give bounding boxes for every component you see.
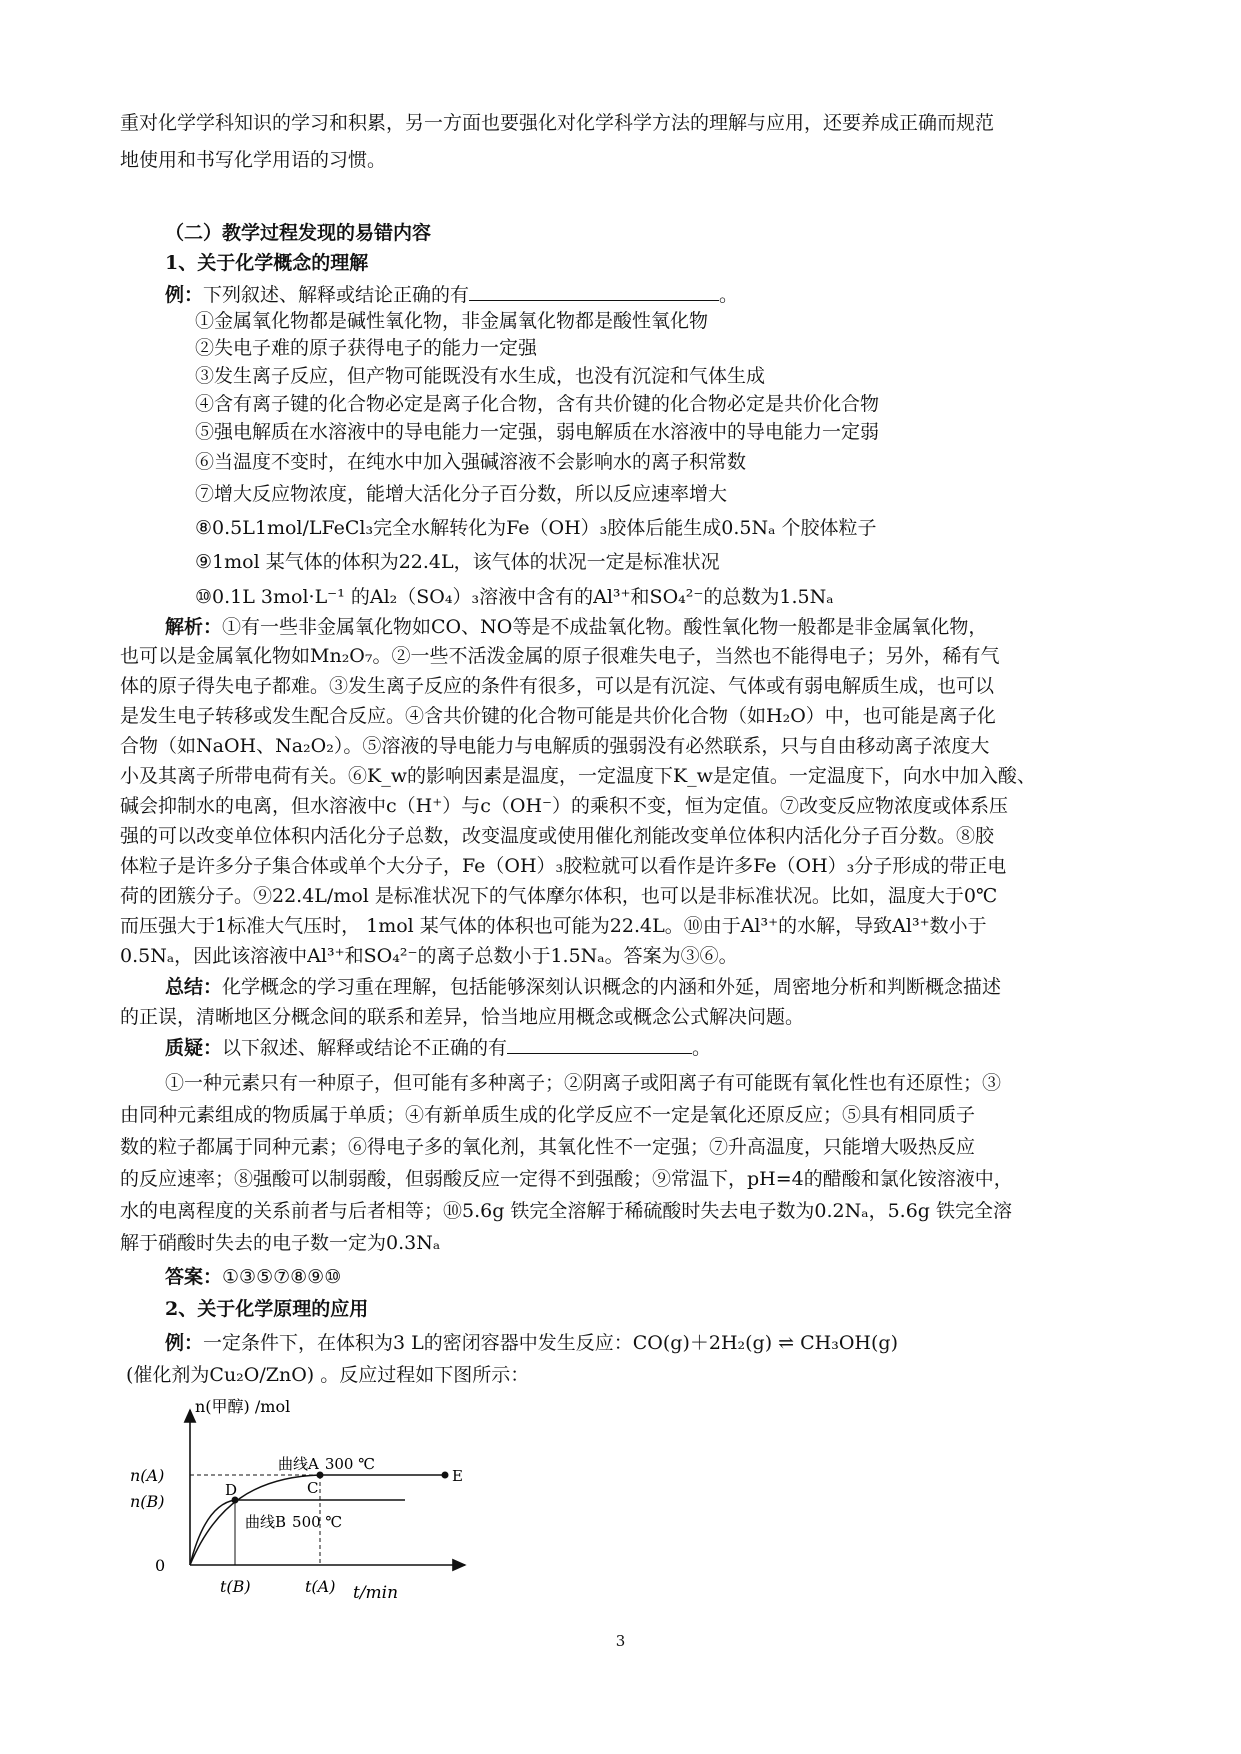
analysis-label: 解析：: [165, 616, 223, 638]
example1-text: 下列叙述、解释或结论正确的有: [203, 284, 470, 306]
question-line: 的反应速率；⑧强酸可以制弱酸，但弱酸反应一定得不到强酸；⑨常温下，pH=4的醋酸和氯化铵溶液中，: [120, 1168, 1013, 1190]
answer-line: [165, 1262, 341, 1292]
option-item: ④含有离子键的化合物必定是离子化合物，含有共价键的化合物必定是共价化合物: [195, 393, 880, 415]
page-number: 3: [615, 1632, 626, 1650]
analysis-line: 解析：①有一些非金属氧化物如CO、NO等是不成盐氧化物。酸性氧化物一般都是非金属氧化物，: [165, 616, 988, 638]
example-label: 例：: [165, 284, 204, 306]
x-tick-label: t(B): [220, 1577, 251, 1596]
question-line: ①一种元素只有一种原子，但可能有多种离子；②阴离子或阳离子有可能既有氧化性也有还原性；③: [165, 1072, 1002, 1094]
analysis-line: 碱会抑制水的电离，但水溶液中c（H⁺）与c（OH⁻）的乘积不变，恒为定值。⑦改变反应物浓度或体系压: [120, 795, 1009, 817]
point-label-c: C: [307, 1479, 319, 1497]
y-tick-label: n(A): [130, 1466, 165, 1485]
part2-title: 2、关于化学原理的应用: [165, 1298, 369, 1320]
section-title: （二）教学过程发现的易错内容: [165, 222, 432, 244]
answer-blank: [507, 1033, 692, 1054]
question-line: 解于硝酸时失去的电子数一定为0.3Nₐ: [120, 1232, 441, 1254]
origin-label: 0: [155, 1556, 166, 1575]
x-tick-label: t(A): [305, 1577, 336, 1596]
analysis-line: 体粒子是许多分子集合体或单个大分子，Fe（OH）₃胶粒就可以看作是许多Fe（OH）₃分子形成的带正电: [120, 855, 1007, 877]
summary-line: 的正误，清晰地区分概念间的联系和差异，恰当地应用概念或概念公式解决问题。: [120, 1006, 805, 1028]
y-axis-label: n(甲醇) /mol: [195, 1397, 291, 1416]
analysis-line: 荷的团簇分子。⑨22.4L/mol 是标准状况下的气体摩尔体积，也可以是非标准状况。比如，温度大于0℃: [120, 885, 998, 907]
answer-blank: [469, 280, 719, 301]
option-item: ①金属氧化物都是碱性氧化物，非金属氧化物都是酸性氧化物: [195, 310, 709, 332]
question-line: 水的电离程度的关系前者与后者相等；⑩5.6g 铁完全溶解于稀硫酸时失去电子数为0.2Nₐ，5.6g 铁完全溶: [120, 1200, 1013, 1222]
option-item: ⑦增大反应物浓度，能增大活化分子百分数，所以反应速率增大: [195, 483, 728, 505]
point-label-d: D: [225, 1481, 238, 1499]
question-line: 由同种元素组成的物质属于单质；④有新单质生成的化学反应不一定是氧化还原反应；⑤具有相同质子: [120, 1104, 976, 1126]
question-label: 质疑：: [165, 1037, 223, 1059]
intro-line: 地使用和书写化学用语的习惯。: [120, 149, 387, 171]
curve-b: [190, 1500, 405, 1565]
answer-value: ①③⑤⑦⑧⑨⑩: [222, 1266, 342, 1288]
example-label: 例：: [165, 1332, 204, 1354]
x-axis-label: t/min: [353, 1583, 399, 1600]
summary-label: 总结：: [165, 976, 223, 998]
point-label-e: E: [452, 1467, 463, 1485]
question-line: 数的粒子都属于同种元素；⑥得电子多的氧化剂，其氧化性不一定强；⑦升高温度，只能增大吸热反应: [120, 1136, 976, 1158]
option-item: ⑥当温度不变时，在纯水中加入强碱溶液不会影响水的离子积常数: [195, 451, 747, 473]
option-item: ⑨1mol 某气体的体积为22.4L，该气体的状况一定是标准状况: [195, 551, 720, 573]
summary-line: 总结：化学概念的学习重在理解，包括能够深刻认识概念的内涵和外延，周密地分析和判断概念描述: [165, 976, 1002, 998]
option-item: ③发生离子反应，但产物可能既没有水生成，也没有沉淀和气体生成: [195, 365, 766, 387]
example2-line: 例：一定条件下，在体积为3 L的密闭容器中发生反应：CO(g)＋2H₂(g) ⇌ CH₃OH(g): [165, 1332, 898, 1354]
series-label-curve-b: 曲线B 500 ℃: [245, 1513, 343, 1531]
option-item: ②失电子难的原子获得电子的能力一定强: [195, 337, 538, 359]
option-item: ⑩0.1L 3mol·L⁻¹ 的Al₂（SO₄）₃溶液中含有的Al³⁺和SO₄²⁻的总数为1.5Nₐ: [195, 586, 834, 608]
option-item: ⑧0.5L1mol/LFeCl₃完全水解转化为Fe（OH）₃胶体后能生成0.5Nₐ 个胶体粒子: [195, 517, 877, 539]
analysis-line: 小及其离子所带电荷有关。⑥K_w的影响因素是温度，一定温度下K_w是定值。一定温度下，向水中加入酸、: [120, 765, 1036, 787]
reaction-chart: [125, 1395, 485, 1600]
analysis-line: 而压强大于1标准大气压时， 1mol 某气体的体积也可能为22.4L。⑩由于Al³⁺的水解，导致Al³⁺数小于: [120, 915, 987, 937]
example1-question: 例：下列叙述、解释或结论正确的有 。: [165, 280, 738, 310]
series-label-curve-a: 曲线A 300 ℃: [278, 1455, 376, 1473]
intro-line: 重对化学学科知识的学习和积累，另一方面也要强化对化学科学方法的理解与应用，还要养成正确而规范: [120, 112, 995, 134]
part1-title: 1、关于化学概念的理解: [165, 252, 369, 274]
analysis-line: 强的可以改变单位体积内活化分子总数，改变温度或使用催化剂能改变单位体积内活化分子百分数。⑧胶: [120, 825, 995, 847]
example2-line: (催化剂为Cu₂O/ZnO) 。反应过程如下图所示：: [126, 1364, 530, 1386]
point-e: [442, 1472, 449, 1479]
analysis-line: 合物（如NaOH、Na₂O₂）。⑤溶液的导电能力与电解质的强弱没有必然联系，只与自由移动离子浓度大: [120, 735, 990, 757]
question-prompt: 质疑：以下叙述、解释或结论不正确的有 。: [165, 1033, 711, 1063]
analysis-line: 体的原子得失电子都难。③发生离子反应的条件有很多，可以是有沉淀、气体或有弱电解质生成，也可以: [120, 675, 995, 697]
option-item: ⑤强电解质在水溶液中的导电能力一定强，弱电解质在水溶液中的导电能力一定弱: [195, 421, 880, 443]
answer-label: 答案：: [165, 1266, 223, 1288]
analysis-line: 也可以是金属氧化物如Mn₂O₇。②一些不活泼金属的原子很难失电子，当然也不能得电子；另外，稀有气: [120, 645, 1000, 667]
analysis-line: 0.5Nₐ，因此该溶液中Al³⁺和SO₄²⁻的离子总数小于1.5Nₐ。答案为③⑥。: [120, 945, 738, 967]
y-tick-label: n(B): [130, 1492, 165, 1511]
analysis-line: 是发生电子转移或发生配合反应。④含共价键的化合物可能是共价化合物（如H₂O）中，也可能是离子化: [120, 705, 996, 727]
